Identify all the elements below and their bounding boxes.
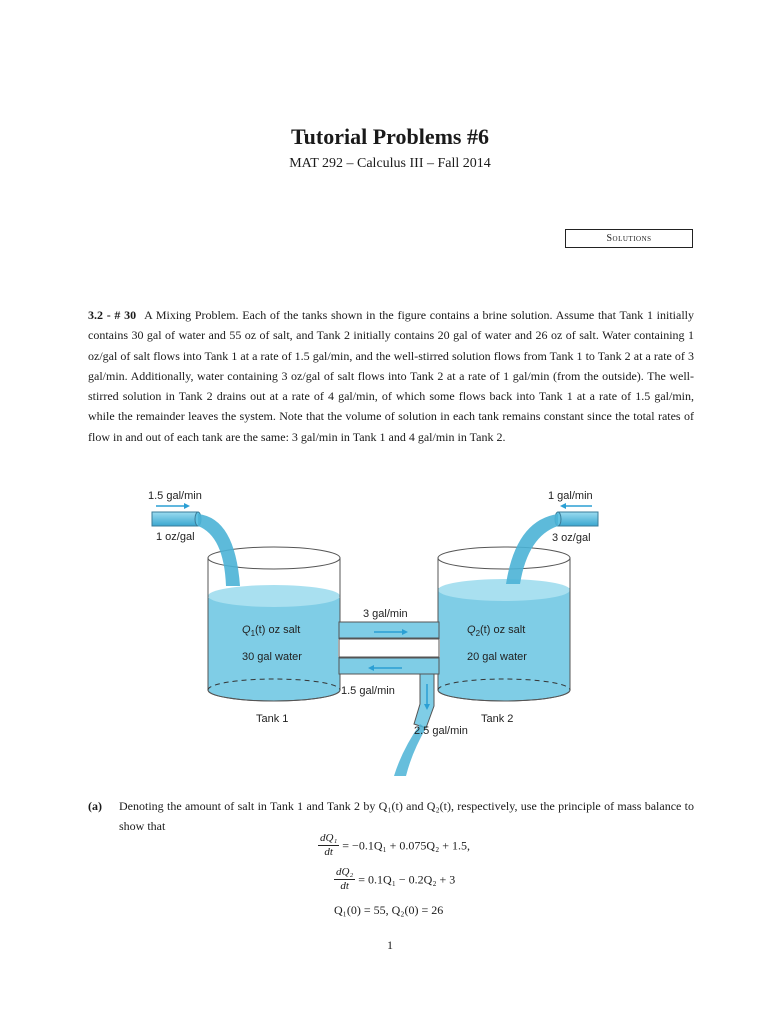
page-number: 1 xyxy=(387,938,393,952)
tank-1-water-label: 30 gal water xyxy=(242,651,302,663)
eq1-denominator: dt xyxy=(324,846,333,858)
tank-2-water-label: 20 gal water xyxy=(467,651,527,663)
problem-statement xyxy=(88,305,694,447)
inflow-pipe-1 xyxy=(152,503,240,586)
part-a-text: Denoting the amount of salt in Tank 1 and Tank 2 by Q₁(t) and Q₂(t), respectively, use the principle of mass balance to show that xyxy=(119,799,694,833)
eq2-rhs: = 0.1Q₁ − 0.2Q₂ + 3 xyxy=(358,872,456,887)
inflow-2-rate-label: 1 gal/min xyxy=(548,490,593,502)
problem-text: A Mixing Problem. Each of the tanks shown in the figure contains a brine solution. Assume that Tank 1 initially contains 30 gal of water and 55 oz of salt, and Tank 2 initially contains 20 gal of water and 26 oz of salt. Water containing 1 oz/gal of salt flows into Tank 1 at a rate of 1.5 gal/min, and the well-stirred solution flows from Tank 1 to Tank 2 at a rate of 3 gal/min. Additionally, water containing 3 oz/gal of salt flows into Tank 2 at a rate of 1 gal/min (from the outside). The well-stirred solution in Tank 2 drains out at a rate of 4 gal/min, of which some flows back into Tank 1 at a rate of 1.5 gal/min, while the remainder leaves the system. Note that the volume of solution in each tank remains constant since the total rates of flow in and out of each tank are the same: 3 gal/min in Tank 1 and 4 gal/min in Tank 2. xyxy=(88,308,694,444)
page-title: Tutorial Problems #6 xyxy=(290,124,489,149)
inflow-1-rate-label: 1.5 gal/min xyxy=(148,490,202,502)
equation-2 xyxy=(334,866,455,893)
course-subtitle: MAT 292 – Calculus III – Fall 2014 xyxy=(289,156,491,171)
eq2-denominator: dt xyxy=(340,880,349,892)
eq2-numerator: dQ₂ xyxy=(336,866,354,878)
mixing-tanks-figure xyxy=(140,478,610,778)
initial-conditions: Q₁(0) = 55, Q₂(0) = 26 xyxy=(334,903,444,917)
tank-1-label: Tank 1 xyxy=(256,713,289,725)
inflow-1-concentration-label: 1 oz/gal xyxy=(156,531,195,543)
eq1-numerator: dQ₁ xyxy=(320,832,338,844)
part-a-label: (a) xyxy=(88,799,102,813)
tank-1-salt-label: $Q_1(t)$ oz salt xyxy=(242,624,301,638)
equation-1 xyxy=(318,832,470,859)
transfer-rate-label: 3 gal/min xyxy=(363,608,408,620)
tank-2-salt-label: $Q_2(t)$ oz salt xyxy=(467,624,526,638)
drain-rate-label: 2.5 gal/min xyxy=(414,725,468,737)
inflow-2-concentration-label: 3 oz/gal xyxy=(552,532,591,544)
return-rate-label: 1.5 gal/min xyxy=(341,685,395,697)
tank-2-label: Tank 2 xyxy=(481,713,514,725)
problem-number: 3.2 - # 30 xyxy=(88,308,137,322)
connecting-pipes xyxy=(338,622,440,776)
solutions-badge: Solutions xyxy=(565,229,693,248)
eq1-rhs: = −0.1Q₁ + 0.075Q₂ + 1.5, xyxy=(342,838,471,853)
